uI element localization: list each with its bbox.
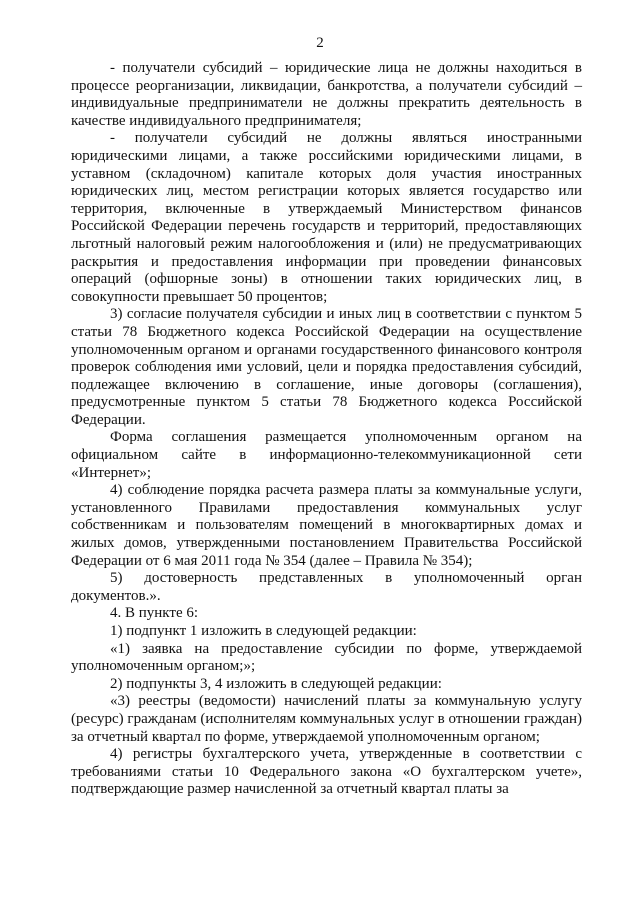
paragraph-legal-entities-reorganization: - получатели субсидий – юридические лица не должны находиться в процессе реорганизации, ликвидации, банкротства, а получатели субсидий – индивидуальные предприниматели не должны прекратить деятельность в качестве индивидуального предпринимателя; bbox=[71, 60, 582, 129]
paragraph-subclause-1-instruction: 1) подпункт 1 изложить в следующей редакции: bbox=[110, 623, 417, 639]
paragraph-document-accuracy: 5) достоверность представленных в уполномоченный орган документов.». bbox=[71, 570, 582, 604]
paragraph-accounting-registers: 4) регистры бухгалтерского учета, утвержденные в соответствии с требованиями статьи 10 Федерального закона «О бухгалтерском учете», подтверждающие размер начисленной за отчетный квартал платы за bbox=[71, 746, 582, 798]
paragraph-clause-6-heading: 4. В пункте 6: bbox=[110, 605, 199, 622]
paragraph-consent-audit: 3) согласие получателя субсидии и иных лиц в соответствии с пунктом 5 статьи 78 Бюджетного кодекса Российской Федерации на осуществление уполномоченным органом и органами государственного финансового контроля проверок соблюдения ими условий, цели и порядка предоставления субсидий, подлежащее включению в соглашение, иные договоры (соглашения), предусмотренные пунктом 5 статьи 78 Бюджетного кодекса Российской Федерации. bbox=[71, 306, 582, 428]
page-number: 2 bbox=[316, 35, 324, 51]
paragraph-fee-registers: «3) реестры (ведомости) начислений платы за коммунальную услугу (ресурс) гражданам (исполнителям коммунальных услуг в отношении граждан) за отчетный квартал по форме, утверждаемой уполномоченным органом; bbox=[71, 693, 582, 745]
paragraph-subclauses-3-4-instruction: 2) подпункты 3, 4 изложить в следующей редакции: bbox=[110, 675, 442, 692]
document-body bbox=[71, 60, 582, 799]
paragraph-subsidy-application: «1) заявка на предоставление субсидии по форме, утверждаемой уполномоченным органом;»; bbox=[71, 640, 582, 675]
paragraph-agreement-form: Форма соглашения размещается уполномоченным органом на официальном сайте в информационно-телекоммуникационной сети «Интернет»; bbox=[71, 429, 582, 481]
paragraph-foreign-entities: - получатели субсидий не должны являться иностранными юридическими лицами, а также российскими юридическими лицами, в уставном (складочном) капитале которых доля участия иностранных юридических лиц, местом регистрации которых является государство или территория, включенные в утверждаемый Министерством финансов Российской Федерации перечень государств и территорий, предоставляющих льготный налоговый режим налогообложения и (или) не предусматривающих раскрытия и предоставления информации при проведении финансовых операций (офшорные зоны) в отношении таких юридических лиц, в совокупности превышает 50 процентов; bbox=[71, 130, 582, 305]
paragraph-fee-calculation: 4) соблюдение порядка расчета размера платы за коммунальные услуги, установленного Правилами предоставления коммунальных услуг собственникам и пользователям помещений в многоквартирных домах и жилых домов, утвержденными постановлением Правительства Российской Федерации от 6 мая 2011 года № 354 (далее – Правила № 354); bbox=[71, 482, 582, 569]
